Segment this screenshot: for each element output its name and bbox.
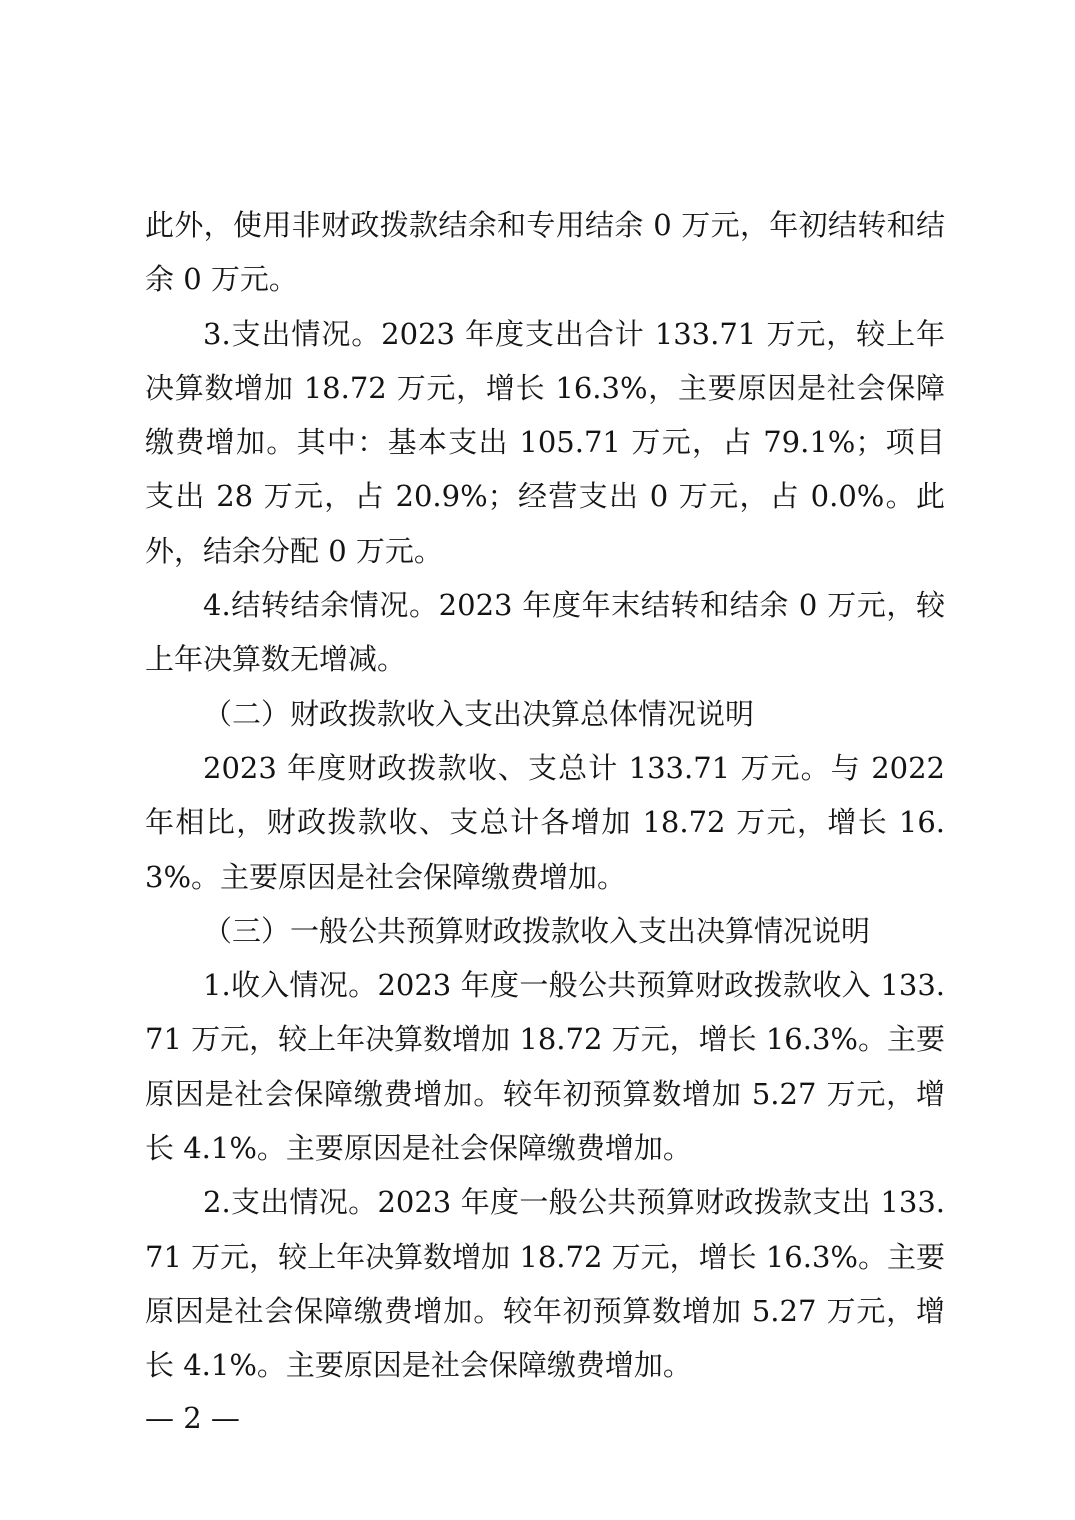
section-heading-fiscal-overall: （二）财政拨款收入支出决算总体情况说明 <box>203 696 755 731</box>
document-body <box>145 198 945 1393</box>
paragraph-income: 1.收入情况。2023 年度一般公共预算财政拨款收入 133.71 万元，较上年决算数增加 18.72 万元，增长 16.3%。主要原因是社会保障缴费增加。较年初预算数增加 5.27 万元，增长 4.1%。主要原因是社会保障缴费增加。 <box>145 968 945 1166</box>
paragraph-expense: 2.支出情况。2023 年度一般公共预算财政拨款支出 133.71 万元，较上年决算数增加 18.72 万元，增长 16.3%。主要原因是社会保障缴费增加。较年初预算数增加 5.27 万元，增长 4.1%。主要原因是社会保障缴费增加。 <box>145 1185 945 1383</box>
paragraph-surplus-note: 此外，使用非财政拨款结余和专用结余 0 万元，年初结转和结余 0 万元。 <box>145 208 945 297</box>
paragraph-expenditure: 3.支出情况。2023 年度支出合计 133.71 万元，较上年决算数增加 18.72 万元，增长 16.3%，主要原因是社会保障缴费增加。其中：基本支出 105.71 万元，占 79.1%；项目支出 28 万元，占 20.9%；经营支出 0 万元，占 0.0%。此外，结余分配 0 万元。 <box>145 316 945 568</box>
paragraph-carryover: 4.结转结余情况。2023 年度年末结转和结余 0 万元，较上年决算数无增减。 <box>145 588 945 677</box>
section-heading-general-budget: （三）一般公共预算财政拨款收入支出决算情况说明 <box>203 913 871 948</box>
paragraph-fiscal-total: 2023 年度财政拨款收、支总计 133.71 万元。与 2022 年相比，财政拨款收、支总计各增加 18.72 万元，增长 16.3%。主要原因是社会保障缴费增加。 <box>145 750 945 894</box>
page-number: — 2 — <box>145 1401 240 1435</box>
